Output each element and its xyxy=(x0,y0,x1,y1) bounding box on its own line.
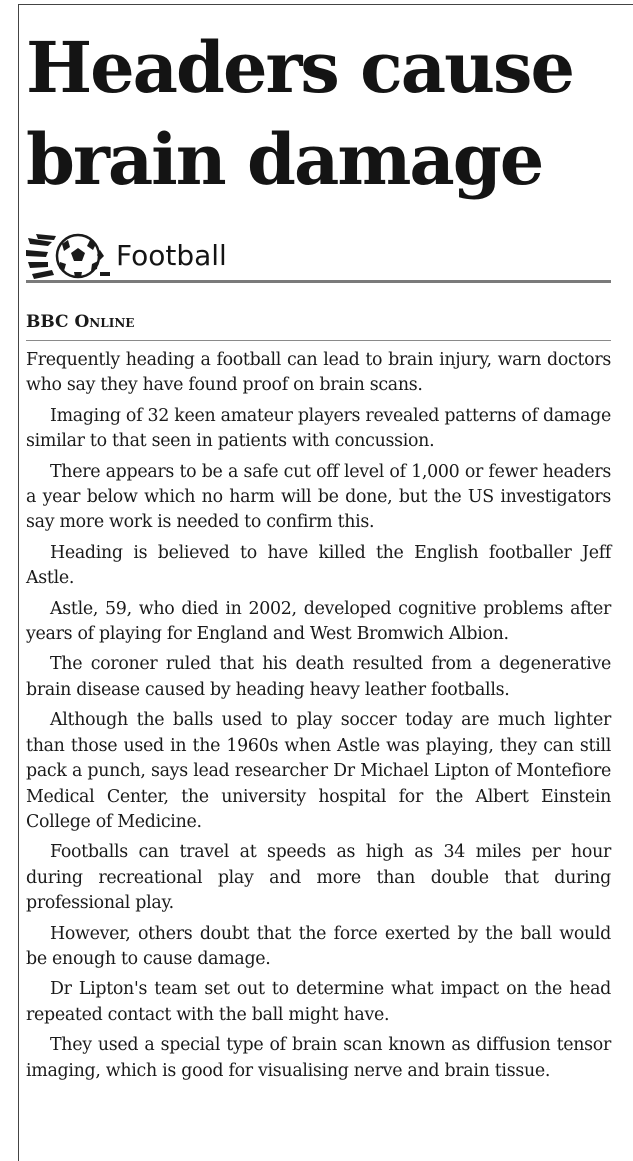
paragraph: There appears to be a safe cut off level of 1,000 or fewer headers a year below which no harm will be done, but the US investigators say more work is needed to confirm this. xyxy=(26,461,611,533)
section-header xyxy=(26,230,611,280)
paragraph: However, others doubt that the force exerted by the ball would be enough to cause damage. xyxy=(26,923,611,969)
paragraph: The coroner ruled that his death resulted from a degenerative brain disease caused by heading heavy leather footballs. xyxy=(26,654,611,700)
paragraph: Frequently heading a football can lead to brain injury, warn doctors who say they have found proof on brain scans. xyxy=(26,350,611,396)
paragraph: They used a special type of brain scan known as diffusion tensor imaging, which is good for visualising nerve and brain tissue. xyxy=(26,1035,611,1081)
paragraph: Imaging of 32 keen amateur players revealed patterns of damage similar to that seen in patients with concussion. xyxy=(26,405,611,452)
top-border-rule xyxy=(18,4,633,5)
headline: Headers cause brain damage xyxy=(26,26,573,201)
article-body xyxy=(26,348,611,1089)
byline-divider xyxy=(26,340,611,341)
left-border-rule xyxy=(18,4,19,1161)
byline: BBC Online xyxy=(26,312,135,332)
section-label: Football xyxy=(116,239,227,272)
paragraph: Although the balls used to play soccer today are much lighter than those used in the 1960s when Astle was playing, they can still pack a punch, says lead researcher Dr Michael Lipton of Montefiore Medical Center, the university hospital for the Albert Einstein College of Medicine. xyxy=(26,710,611,832)
soccer-ball-icon xyxy=(26,232,110,280)
paragraph: Footballs can travel at speeds as high as 34 miles per hour during recreational play and more than double that during professional play. xyxy=(26,842,611,914)
section-divider xyxy=(26,280,611,283)
paragraph: Dr Lipton's team set out to determine what impact on the head repeated contact with the ball might have. xyxy=(26,979,611,1025)
paragraph: Heading is believed to have killed the English footballer Jeff Astle. xyxy=(26,542,611,589)
paragraph: Astle, 59, who died in 2002, developed cognitive problems after years of playing for England and West Bromwich Albion. xyxy=(26,598,611,645)
